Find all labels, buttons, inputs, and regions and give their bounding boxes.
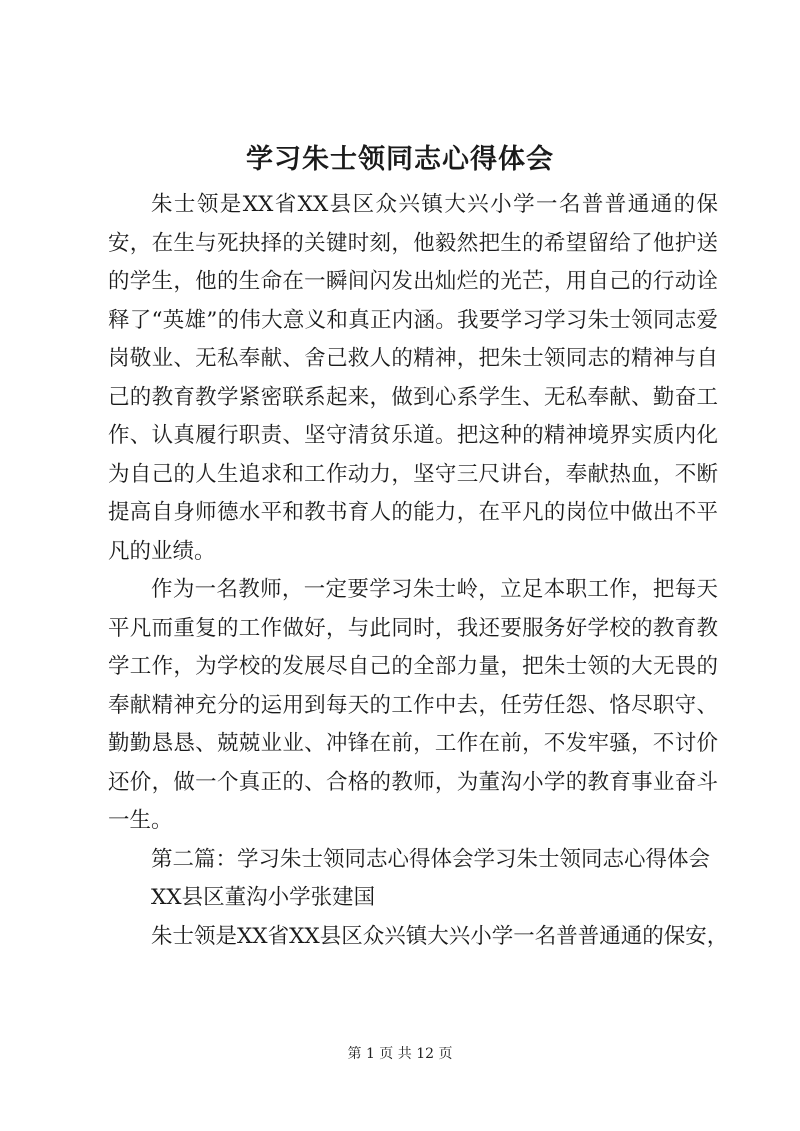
document-body	[108, 186, 729, 956]
paragraph-3: 朱士领是XX省XX县区众兴镇大兴小学一名普普通通的保安，	[151, 923, 729, 949]
author-line: XX县区董沟小学张建国	[151, 885, 376, 910]
page-number-footer: 第 1 页 共 12 页	[347, 1046, 453, 1062]
document-title: 学习朱士领同志心得体会	[246, 144, 554, 175]
paragraph-2: 作为一名教师，一定要学习朱士岭，立足本职工作，把每天平凡而重复的工作做好，与此同时，我还要服务好学校的教育教学工作，为学校的发展尽自己的全部力量，把朱士领的大无畏的奉献精神充分的运用到每天的工作中去，任劳任怨、恪尽职守、勤勤恳恳、兢兢业业、冲锋在前，工作在前，不发牢骚，不讨价还价，做一个真正的、合格的教师，为董沟小学的教育事业奋斗一生。	[108, 577, 718, 833]
paragraph-1: 朱士领是XX省XX县区众兴镇大兴小学一名普普通通的保安，在生与死抉择的关键时刻，他毅然把生的希望留给了他护送的学生，他的生命在一瞬间闪发出灿烂的光芒，用自己的行动诠释了“英雄”的伟大意义和真正内涵。我要学习学习朱士领同志爱岗敬业、无私奉献、舍己救人的精神，把朱士领同志的精神与自己的教育教学紧密联系起来，做到心系学生、无私奉献、勤奋工作、认真履行职责、坚守清贫乐道。把这种的精神境界实质内化为自己的人生追求和工作动力，坚守三尺讲台，奉献热血，不断提高自身师德水平和教书育人的能力，在平凡的岗位中做出不平凡的业绩。	[108, 192, 718, 564]
section-heading: 第二篇：学习朱士领同志心得体会学习朱士领同志心得体会	[151, 846, 711, 872]
